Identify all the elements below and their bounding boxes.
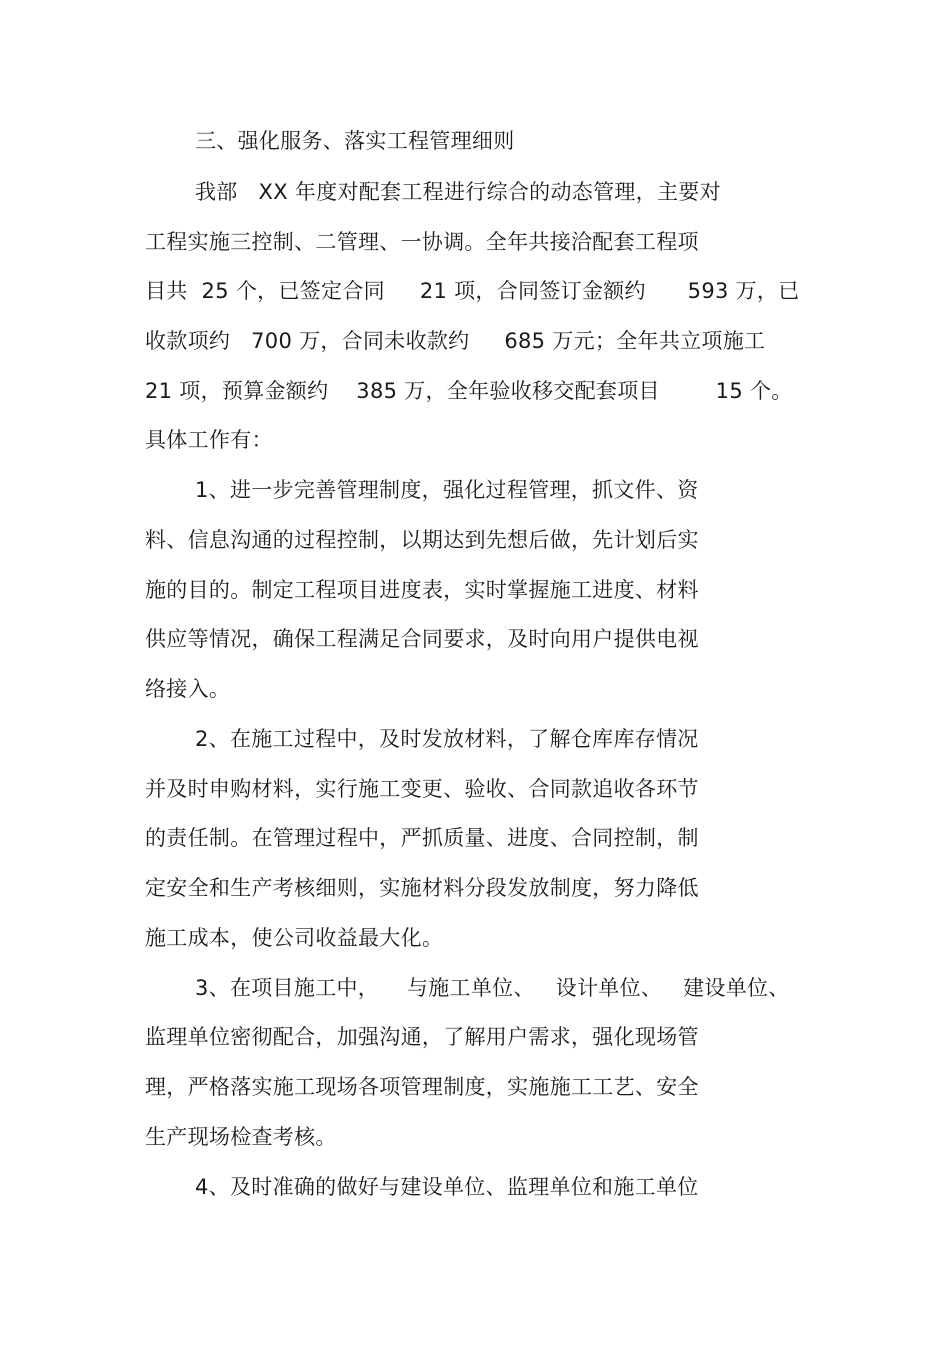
section-heading: 三、强化服务、落实工程管理细则 bbox=[195, 129, 515, 153]
list-item-line: 定安全和生产考核细则，实施材料分段发放制度，努力降低 bbox=[145, 876, 699, 900]
paragraph-line: 目共 25 个，已签定合同 21 项，合同签订金额约 593 万，已 bbox=[145, 279, 800, 303]
paragraph-line: 工程实施三控制、二管理、一协调。全年共接洽配套工程项 bbox=[145, 230, 699, 254]
paragraph-line: 21 项，预算金额约 385 万，全年验收移交配套项目 15 个。 bbox=[145, 379, 793, 403]
list-item-line: 1、进一步完善管理制度，强化过程管理，抓文件、资 bbox=[195, 478, 699, 502]
list-item-line: 料、信息沟通的过程控制，以期达到先想后做，先计划后实 bbox=[145, 528, 699, 552]
list-item-line: 供应等情况，确保工程满足合同要求，及时向用户提供电视 bbox=[145, 627, 699, 651]
list-item-line: 并及时申购材料，实行施工变更、验收、合同款追收各环节 bbox=[145, 777, 699, 801]
list-item-line: 生产现场检查考核。 bbox=[145, 1125, 337, 1149]
list-item-line: 施的目的。制定工程项目进度表，实时掌握施工进度、材料 bbox=[145, 578, 699, 602]
list-item-line: 理，严格落实施工现场各项管理制度，实施施工工艺、安全 bbox=[145, 1075, 699, 1099]
list-item-line: 3、在项目施工中， 与施工单位、 设计单位、 建设单位、 bbox=[195, 976, 790, 1000]
list-item-line: 的责任制。在管理过程中，严抓质量、进度、合同控制，制 bbox=[145, 826, 699, 850]
paragraph-line: 我部 XX 年度对配套工程进行综合的动态管理，主要对 bbox=[195, 180, 721, 204]
list-item-line: 监理单位密彻配合，加强沟通，了解用户需求，强化现场管 bbox=[145, 1025, 699, 1049]
list-item-line: 施工成本，使公司收益最大化。 bbox=[145, 926, 444, 950]
list-item-line: 络接入。 bbox=[145, 677, 231, 701]
list-item-line: 2、在施工过程中，及时发放材料，了解仓库库存情况 bbox=[195, 727, 699, 751]
paragraph-line: 具体工作有： bbox=[145, 428, 273, 452]
list-item-line: 4、及时准确的做好与建设单位、监理单位和施工单位 bbox=[195, 1175, 699, 1199]
paragraph-line: 收款项约 700 万，合同未收款约 685 万元；全年共立项施工 bbox=[145, 329, 766, 353]
